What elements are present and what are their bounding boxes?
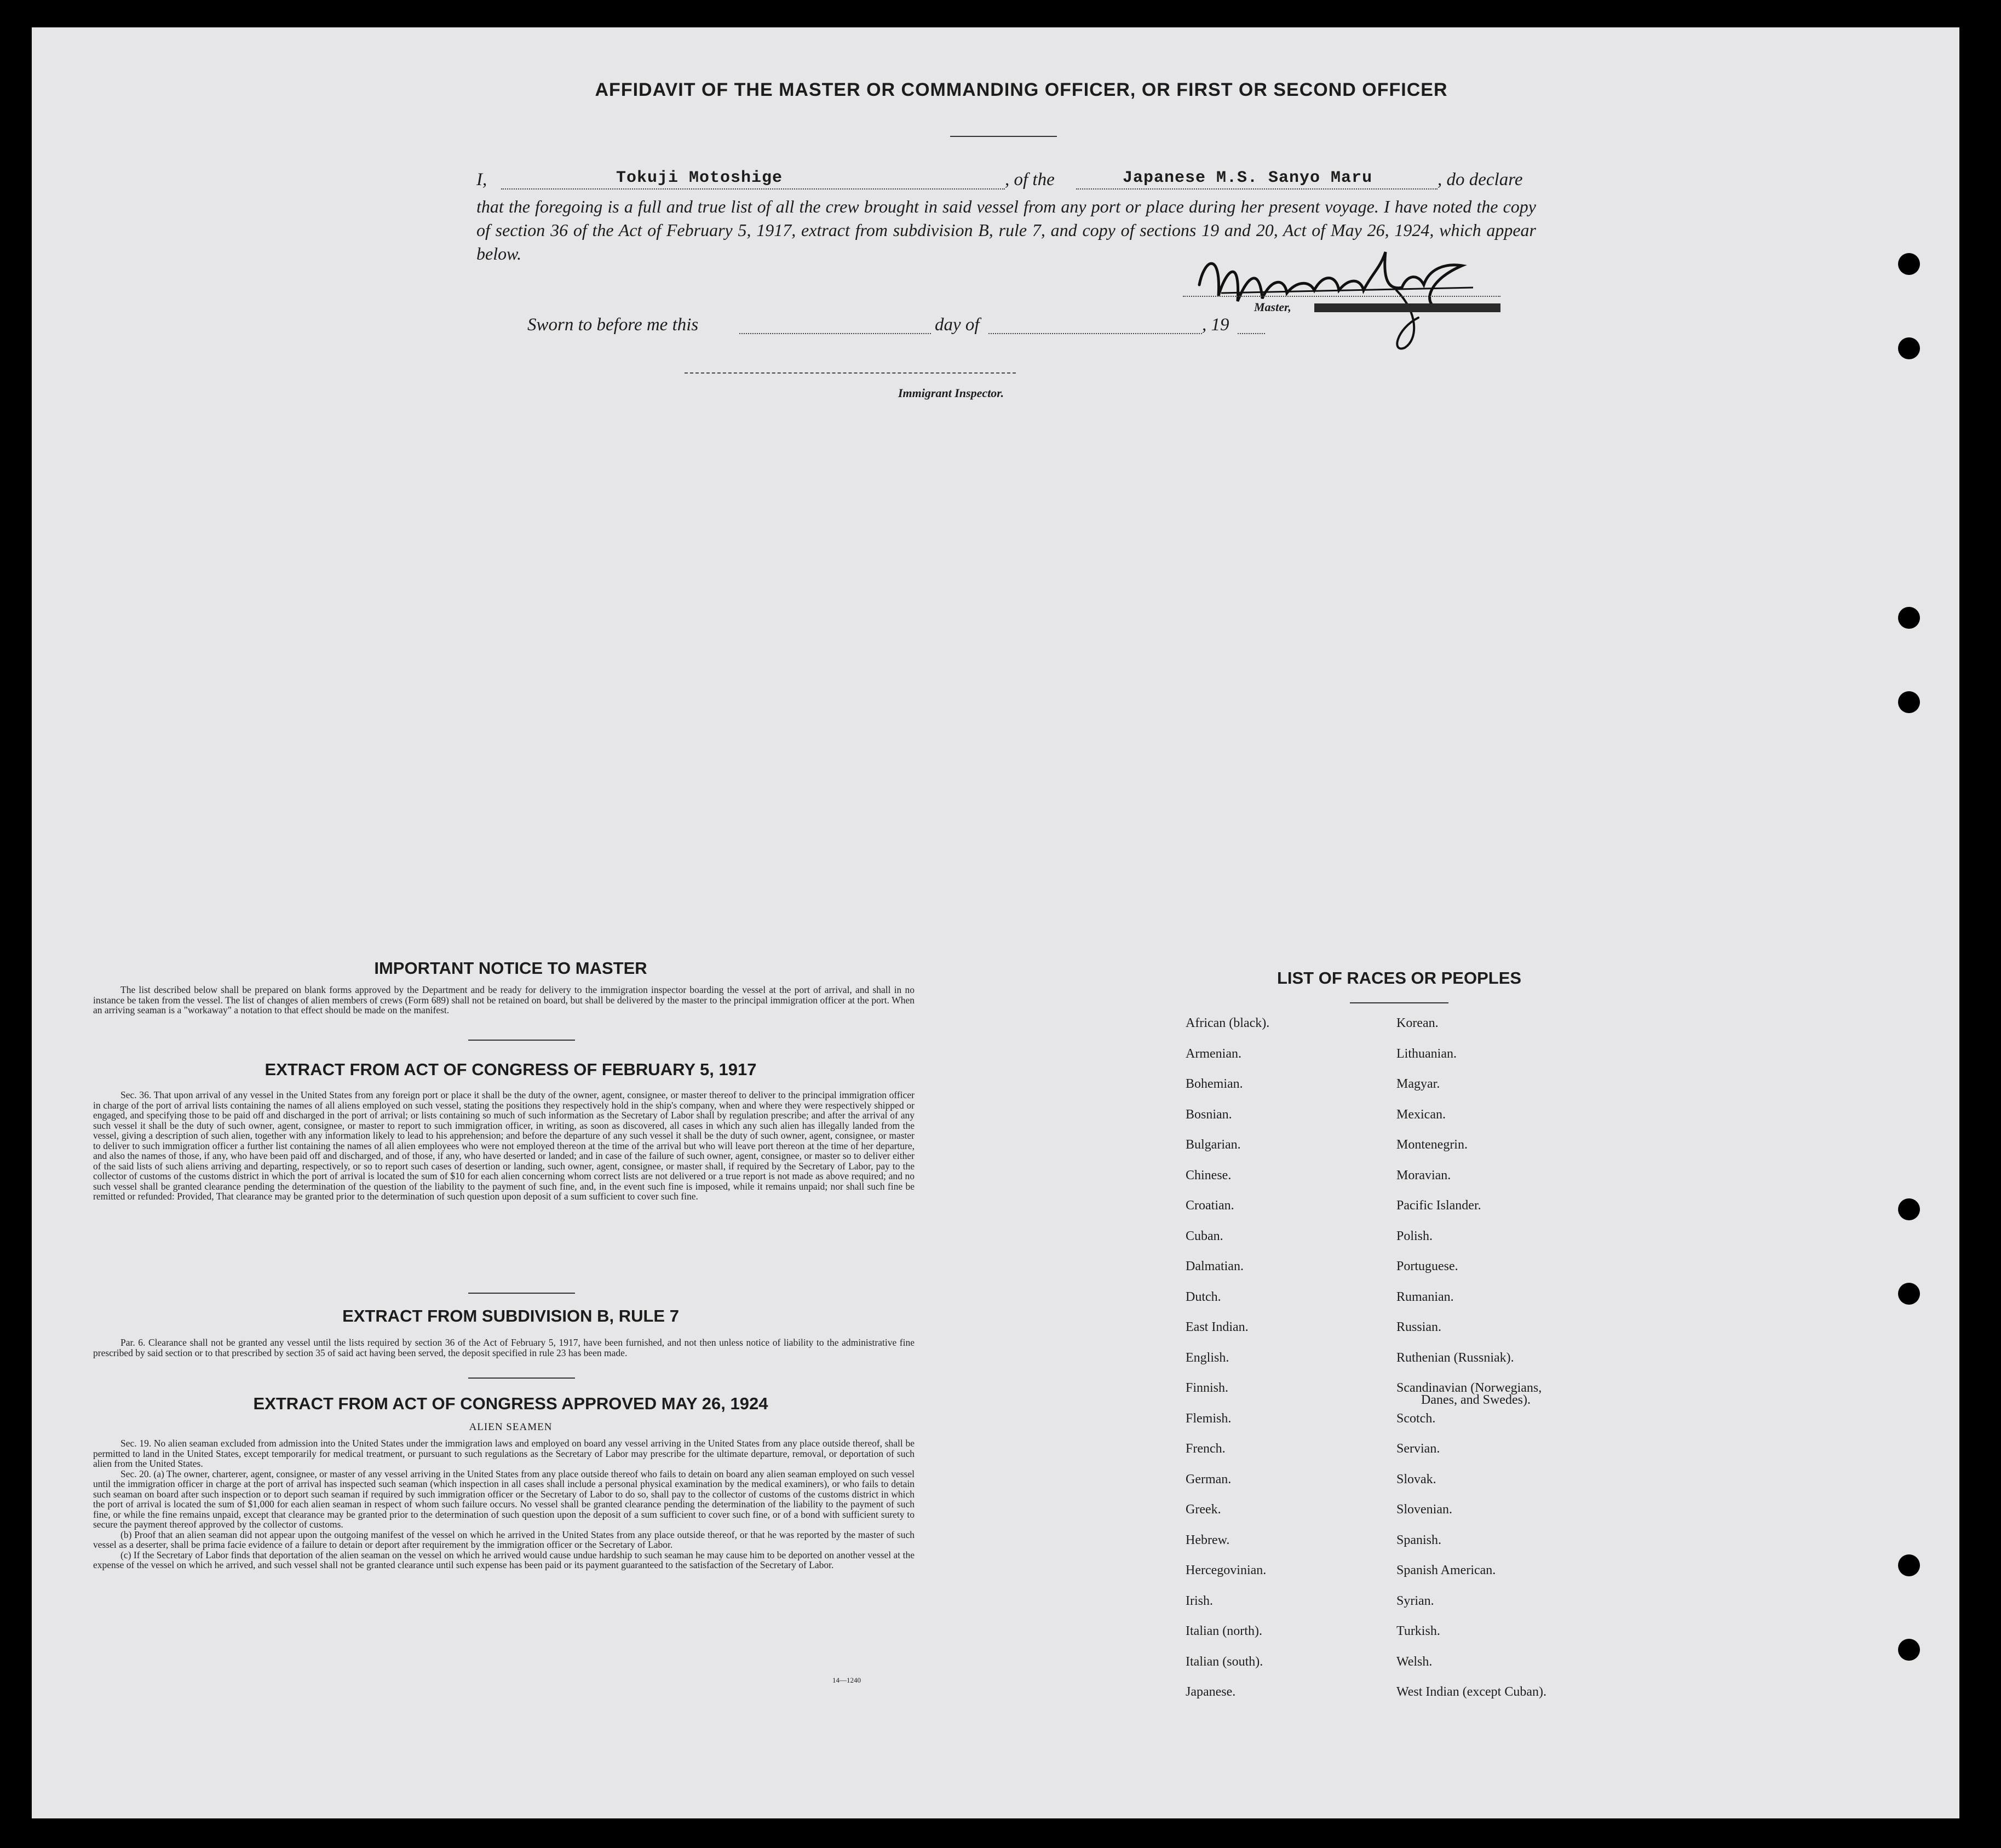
struck-out-title: [1314, 303, 1500, 312]
extract-1917-title: EXTRACT FROM ACT OF CONGRESS OF FEBRUARY 5, 1917: [264, 1060, 757, 1079]
races-title: LIST OF RACES OR PEOPLES: [1277, 968, 1522, 988]
races-title-rule: [1350, 1002, 1448, 1003]
race-item: Magyar.: [1396, 1077, 1440, 1091]
pronoun-label: I,: [476, 170, 487, 190]
race-item-continuation: Danes, and Swedes).: [1421, 1393, 1531, 1407]
race-item: Pacific Islander.: [1396, 1198, 1481, 1213]
binder-hole: [1898, 1283, 1920, 1305]
race-item: Cuban.: [1186, 1229, 1223, 1243]
race-item: Scandinavian (Norwegians,: [1396, 1381, 1542, 1395]
rule-7-text: [93, 1338, 915, 1358]
notice-text: [93, 985, 915, 1015]
month-line: [988, 333, 1202, 334]
race-item: Bulgarian.: [1186, 1138, 1241, 1152]
section-20b-paragraph: (b) Proof that an alien seaman did not appear upon the outgoing manifest of the vessel on which he arrived in the United States from any place outside thereof, or that he was reported by the master of such vessel as a deserter, shall be prima facie evidence of a failure to detain or deport after requirement by the immigration officer or the Secretary of Labor.: [93, 1529, 915, 1550]
alien-seamen-subtitle: ALIEN SEAMEN: [469, 1421, 553, 1433]
do-declare-label: , do declare: [1438, 170, 1523, 190]
binder-hole: [1898, 1639, 1920, 1661]
race-item: Spanish.: [1396, 1533, 1442, 1547]
paragraph-6: Par. 6. Clearance shall not be granted any vessel until the lists required by section 36 of the Act of February 5, 1917, have been furnished, and not then unless notice of liability to the administrative fine prescribed by said section or to that prescribed by section 35 of said act having been served, the deposit specified in rule 23 has been made.: [93, 1337, 915, 1358]
race-item: Croatian.: [1186, 1198, 1234, 1213]
race-item: Korean.: [1396, 1016, 1439, 1030]
race-item: Slovak.: [1396, 1472, 1436, 1487]
race-item: Armenian.: [1186, 1046, 1241, 1061]
race-item: Chinese.: [1186, 1168, 1232, 1183]
race-item: Mexican.: [1396, 1107, 1446, 1122]
race-item: Turkish.: [1396, 1624, 1440, 1638]
race-item: Greek.: [1186, 1502, 1221, 1517]
form-number: 14—1240: [832, 1676, 861, 1684]
race-item: French.: [1186, 1442, 1226, 1456]
binder-hole: [1898, 253, 1920, 275]
race-item: English.: [1186, 1350, 1229, 1365]
race-item: Servian.: [1396, 1442, 1440, 1456]
race-item: West Indian (except Cuban).: [1396, 1685, 1546, 1699]
race-item: Scotch.: [1396, 1411, 1436, 1426]
race-item: Dalmatian.: [1186, 1259, 1244, 1273]
master-signature-line: [1183, 296, 1500, 297]
race-item: Russian.: [1396, 1320, 1442, 1334]
master-label: Master,: [1254, 300, 1291, 314]
declarant-line: [501, 188, 1005, 190]
race-item: Bosnian.: [1186, 1107, 1232, 1122]
section-19-paragraph: Sec. 19. No alien seaman excluded from admission into the United States under the immigration laws and employed on board any vessel arriving in the United States from any place outside thereof, shall be permitted to land in the United States, except temporarily for medical treatment, or pursuant to such regulations as the Secretary of Labor may prescribe for the ultimate departure, removal, or deportation of such alien from the United States.: [93, 1438, 915, 1469]
race-item: Irish.: [1186, 1593, 1213, 1608]
vessel-name: Japanese M.S. Sanyo Maru: [1123, 169, 1373, 187]
inspector-signature-line: [685, 372, 1016, 374]
race-item: Lithuanian.: [1396, 1046, 1457, 1061]
section-rule: [468, 1040, 575, 1041]
race-item: Rumanian.: [1396, 1289, 1454, 1304]
inspector-label: Immigrant Inspector.: [898, 386, 1004, 400]
race-item: Welsh.: [1396, 1654, 1433, 1669]
binder-hole: [1898, 337, 1920, 359]
race-item: Italian (south).: [1186, 1654, 1263, 1669]
race-item: Slovenian.: [1396, 1502, 1452, 1517]
section-36-paragraph: Sec. 36. That upon arrival of any vessel in the United States from any foreign port or place it shall be the duty of the owner, agent, consignee, or master thereof to deliver to the principal immigration officer in charge of the port of arrival lists containing the names of all aliens employed on such vessel, stating the positions they respectively hold in the ship's company, when and where they were respectively shipped or engaged, and specifying those to be paid off and discharged in the port of arrival; or lists containing so much of such information as the Secretary of Labor shall by regulation prescribe; and after the arrival of any such vessel it shall be the duty of such owner, agent, consignee, or master to report to such immigration officer, in writing, as soon as discovered, all cases in which any such alien has illegally landed from the vessel, giving a description of such alien, together with any information likely to lead to his apprehension; and before the departure of any such vessel it shall be the duty of such owner, agent, consignee, or master to deliver to such immigration officer a further list containing the names of all alien employees who were not employed thereon at the time of the arrival but who will leave port thereon at the time of her departure, and also the names of those, if any, who have been paid off and discharged, and of those, if any, who have deserted or landed; and in case of the failure of such owner, agent, consignee, or master so to deliver either of the said lists of such aliens arriving and departing, respectively, or so to report such cases of desertion or landing, such owner, agent, consignee, or master shall, if required by the Secretary of Labor, pay to the collector of customs of the customs district in which the port of arrival is located the sum of $10 for each alien concerning whom correct lists are not delivered or a true report is not made as above required; and no such vessel shall be granted clearance pending the determination of the question of the liability to the payment of such fine, and, in the event such fine is imposed, while it remains unpaid; nor shall such fine be remitted or refunded: Provided, That clearance may be granted prior to the determination of such question upon deposit of a sum sufficient to cover such fine.: [93, 1089, 915, 1202]
race-item: Hercegovinian.: [1186, 1563, 1267, 1577]
race-item: Hebrew.: [1186, 1533, 1230, 1547]
declarant-name: Tokuji Motoshige: [616, 169, 783, 187]
race-item: Moravian.: [1396, 1168, 1451, 1183]
year-label: , 19: [1202, 315, 1229, 335]
extract-1917-text: [93, 1090, 915, 1202]
section-20a-paragraph: Sec. 20. (a) The owner, charterer, agent, consignee, or master of any vessel arriving in the United States from any place outside thereof who fails to detain on board any alien seaman employed on such vessel until the immigration officer in charge at the port of arrival has inspected such seaman (which inspection in all cases shall include a personal physical examination by the medical examiners), or who fails to detain such seaman on board after such inspection or to deport such seaman if required by such immigration officer or the Secretary of Labor to do so, shall pay to the collector of customs of the customs district in which the port of arrival is located the sum of $1,000 for each alien seaman in respect of whom such failure occurs. No vessel shall be granted clearance pending the determination of the liability to the payment of such fine, or while the fine remains unpaid, except that clearance may be granted prior to the determination of such question upon the deposit of a sum sufficient to cover such fine, or of a bond with sufficient surety to secure the payment thereof approved by the collector of customs.: [93, 1468, 915, 1530]
race-item: Portuguese.: [1396, 1259, 1458, 1273]
race-item: Montenegrin.: [1396, 1138, 1468, 1152]
race-item: Dutch.: [1186, 1289, 1221, 1304]
race-item: Spanish American.: [1396, 1563, 1496, 1577]
day-of-label: day of: [935, 315, 980, 335]
notice-paragraph: The list described below shall be prepared on blank forms approved by the Department and be ready for delivery to the immigration inspector boarding the vessel at the port of arrival, and shall in no instance be taken from the vessel. The list of changes of alien members of crews (Form 689) shall not be retained on board, but shall be delivered by the master to the principal immigration officer at the port. When an arriving seaman is a "workaway" a notation to that effect should be made on the manifest.: [93, 984, 915, 1015]
section-rule: [468, 1293, 575, 1294]
binder-hole: [1898, 691, 1920, 713]
binder-hole: [1898, 607, 1920, 629]
race-item: German.: [1186, 1472, 1232, 1487]
race-item: Syrian.: [1396, 1593, 1434, 1608]
race-item: Ruthenian (Russniak).: [1396, 1350, 1514, 1365]
race-item: Japanese.: [1186, 1685, 1236, 1699]
rule-7-title: EXTRACT FROM SUBDIVISION B, RULE 7: [342, 1306, 679, 1325]
declaration-text: that the foregoing is a full and true list of all the crew brought in said vessel from any port or place during her present voyage. I have noted the copy of section 36 of the Act of February 5, 1917, extract from subdivision B, rule 7, and copy of sections 19 and 20, Act of May 26, 1924, which appear below.: [476, 197, 1536, 263]
section-20c-paragraph: (c) If the Secretary of Labor finds that deportation of the alien seaman on the vessel on which he arrived would cause undue hardship to such seaman he may cause him to be deported on another vessel at the expense of the vessel on which he arrived, and such vessel shall not be granted clearance until such expense has been paid or its payment guaranteed to the satisfaction of the Secretary of Labor.: [93, 1549, 915, 1570]
binder-hole: [1898, 1198, 1920, 1220]
sworn-date-line: [739, 333, 931, 334]
race-item: Finnish.: [1186, 1381, 1229, 1395]
year-line: [1238, 333, 1265, 334]
extract-1924-text: [93, 1438, 915, 1570]
title-rule: [950, 136, 1057, 137]
extract-1924-title: EXTRACT FROM ACT OF CONGRESS APPROVED MAY 26, 1924: [253, 1394, 768, 1413]
race-item: East Indian.: [1186, 1320, 1249, 1334]
race-item: Polish.: [1396, 1229, 1433, 1243]
section-rule: [468, 1378, 575, 1379]
sworn-label: Sworn to before me this: [527, 315, 699, 335]
race-item: African (black).: [1186, 1016, 1270, 1030]
race-item: Flemish.: [1186, 1411, 1232, 1426]
binder-hole: [1898, 1554, 1920, 1576]
notice-title: IMPORTANT NOTICE TO MASTER: [374, 959, 647, 978]
of-the-label: , of the: [1005, 170, 1055, 190]
race-item: Bohemian.: [1186, 1077, 1243, 1091]
affidavit-title: AFFIDAVIT OF THE MASTER OR COMMANDING OFFICER, OR FIRST OR SECOND OFFICER: [595, 79, 1448, 100]
vessel-line: [1076, 188, 1438, 190]
race-item: Italian (north).: [1186, 1624, 1262, 1638]
